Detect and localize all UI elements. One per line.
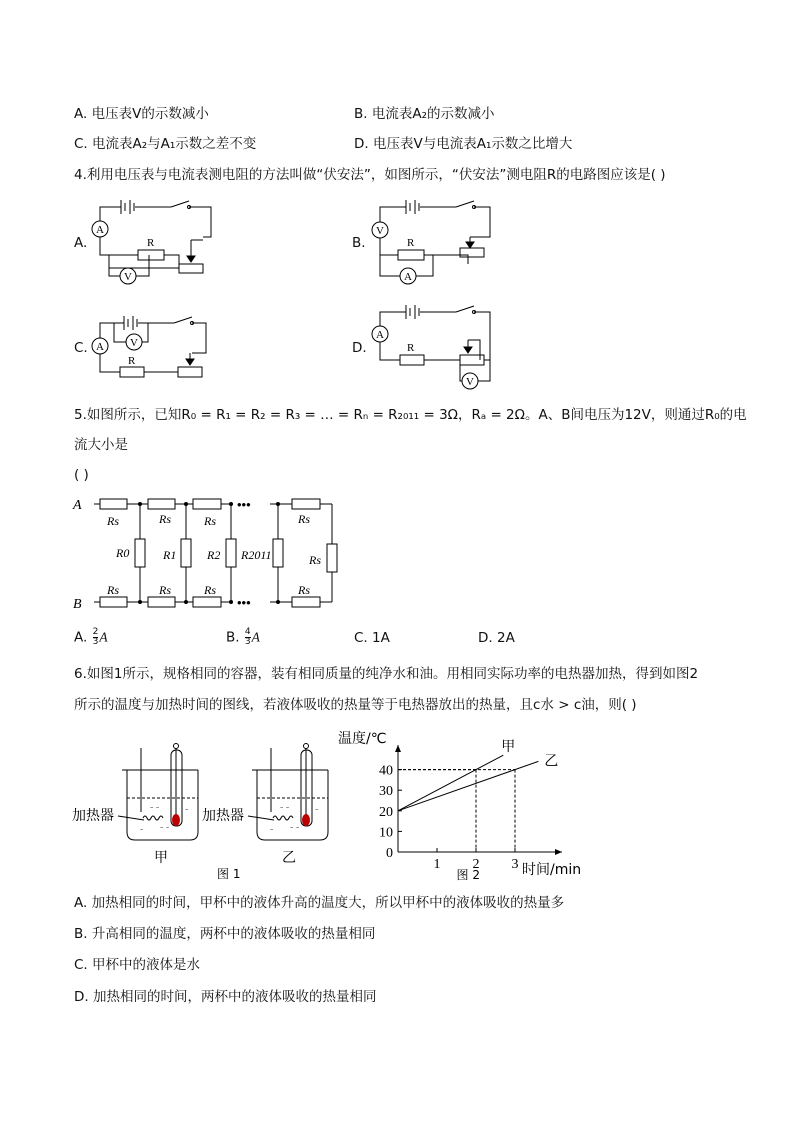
svg-text:-: - — [185, 804, 189, 815]
thermometer-bulb — [302, 814, 310, 826]
node-b: B — [73, 597, 82, 612]
q5-stem-line1: 5.如图所示，已知R₀ = R₁ = R₂ = R₃ = … = Rₙ = R₂₀₁₁ = 3Ω，Rₐ = 2Ω。A、B间电压为12V，则通过R₀的电 — [74, 407, 747, 423]
thermometer-bulb — [172, 814, 180, 826]
cup-yi-label: 乙 — [282, 850, 296, 866]
series-line-yi — [398, 761, 538, 810]
q4-label-d: D. — [352, 340, 367, 356]
y-tick-label: 40 — [379, 763, 393, 779]
r1-label: R1 — [163, 548, 177, 562]
x-axis-arrow — [555, 849, 562, 855]
voltmeter-symbol: V — [376, 225, 384, 237]
ellipsis-bottom: ••• — [237, 595, 251, 610]
x-tick-label: 1 — [433, 857, 441, 872]
ammeter-symbol: A — [96, 341, 104, 353]
q3-option-a: A. 电压表V的示数减小 — [74, 106, 209, 122]
q5-ladder-circuit — [70, 490, 350, 615]
q4-circuit-c — [88, 308, 223, 388]
q3-option-c: C. 电流表A₂与A₁示数之差不变 — [74, 136, 257, 152]
r2011-label: R2011 — [241, 548, 272, 562]
q6-figure-1 — [70, 740, 360, 880]
svg-text:- -: - - — [280, 802, 290, 813]
cup-jia-label: 甲 — [154, 850, 168, 866]
resistor-label: R — [407, 342, 415, 354]
q4-label-c: C. — [74, 340, 88, 356]
rs-label: Rs — [298, 512, 310, 526]
r0-label: R0 — [116, 546, 130, 560]
rs-label: Rs — [298, 583, 310, 597]
series-line-jia — [398, 755, 503, 811]
rs-label: Rs — [107, 583, 119, 597]
y-tick-label: 10 — [379, 825, 393, 841]
temperature-time-chart — [330, 725, 582, 890]
voltmeter-symbol: V — [466, 376, 474, 388]
q6-stem-line1: 6.如图1所示，规格相同的容器，装有相同质量的纯净水和油。用相同实际功率的电热器加热，得到如图2 — [74, 666, 699, 682]
y-tick-label: 0 — [386, 846, 393, 861]
rs-label: Rs — [107, 514, 119, 528]
series-label-yi: 乙 — [544, 753, 559, 770]
ammeter-symbol: A — [376, 329, 384, 341]
voltmeter-symbol: V — [124, 271, 132, 283]
ammeter-symbol: A — [404, 271, 412, 283]
q4-circuit-d — [370, 300, 505, 392]
q4-label-a: A. — [74, 235, 88, 251]
resistor-label: R — [147, 237, 155, 249]
q5-option-d: D. 2A — [478, 630, 515, 646]
q6-option-d: D. 加热相同的时间，两杯中的液体吸收的热量相同 — [74, 989, 377, 1005]
voltmeter-symbol: V — [130, 337, 138, 349]
q6-option-b: B. 升高相同的温度，两杯中的液体吸收的热量相同 — [74, 926, 376, 942]
series-label-jia: 甲 — [501, 739, 516, 756]
q4-circuit-b — [370, 192, 505, 287]
y-axis-label: 温度/℃ — [338, 731, 387, 747]
q3-option-d: D. 电压表V与电流表A₁示数之比增大 — [354, 136, 573, 152]
rs-label: Rs — [159, 512, 171, 526]
x-tick-label: 3 — [511, 857, 519, 872]
svg-text:-: - — [140, 824, 144, 835]
q5-option-c: C. 1A — [354, 630, 390, 646]
node-a: A — [73, 498, 82, 513]
ellipsis-top: ••• — [237, 497, 251, 512]
figure-1-caption: 图 1 — [217, 867, 241, 881]
resistor-label: R — [407, 237, 415, 249]
y-tick-label: 20 — [379, 804, 393, 820]
q4-label-b: B. — [352, 235, 366, 251]
rs-label: Rs — [159, 583, 171, 597]
r2-label: R2 — [207, 548, 221, 562]
q4-stem: 4.利用电压表与电流表测电阻的方法叫做“伏安法”，如图所示，“伏安法”测电阻R的电路图应该是( ) — [74, 167, 666, 183]
q4-circuit-a — [85, 192, 220, 287]
heater-label: 加热器 — [72, 808, 114, 824]
svg-text:-: - — [315, 804, 319, 815]
rs-label: Rs — [204, 583, 216, 597]
rs-label: Rs — [309, 553, 321, 567]
heater-label: 加热器 — [202, 808, 244, 824]
q5-bracket: ( ) — [74, 467, 89, 483]
y-axis-arrow — [395, 745, 401, 752]
svg-text:- -: - - — [160, 822, 170, 833]
svg-text:-: - — [270, 824, 274, 835]
q5-stem-line2: 流大小是 — [74, 437, 128, 453]
ammeter-symbol: A — [96, 224, 104, 236]
q5-option-b: B. $\frac{4}{3}$ A — [226, 627, 260, 647]
x-tick-label: 2 — [472, 857, 480, 872]
figure-2-caption: 图 2 — [456, 868, 480, 882]
q6-option-a: A. 加热相同的时间，甲杯中的液体升高的温度大，所以甲杯中的液体吸收的热量多 — [74, 895, 565, 911]
q6-stem-line2: 所示的温度与加热时间的图线，若液体吸收的热量等于电热器放出的热量，且c水 > c油，则( ) — [74, 697, 637, 713]
q3-option-b: B. 电流表A₂的示数减小 — [354, 106, 495, 122]
q6-option-c: C. 甲杯中的液体是水 — [74, 957, 201, 973]
y-tick-label: 30 — [379, 784, 393, 800]
q5-option-a: A. $\frac{2}{3}$ A — [74, 627, 108, 647]
svg-text:- -: - - — [150, 802, 160, 813]
x-axis-label: 时间/min — [522, 862, 582, 878]
rs-label: Rs — [204, 514, 216, 528]
resistor-label: R — [128, 355, 136, 367]
svg-text:- -: - - — [290, 822, 300, 833]
